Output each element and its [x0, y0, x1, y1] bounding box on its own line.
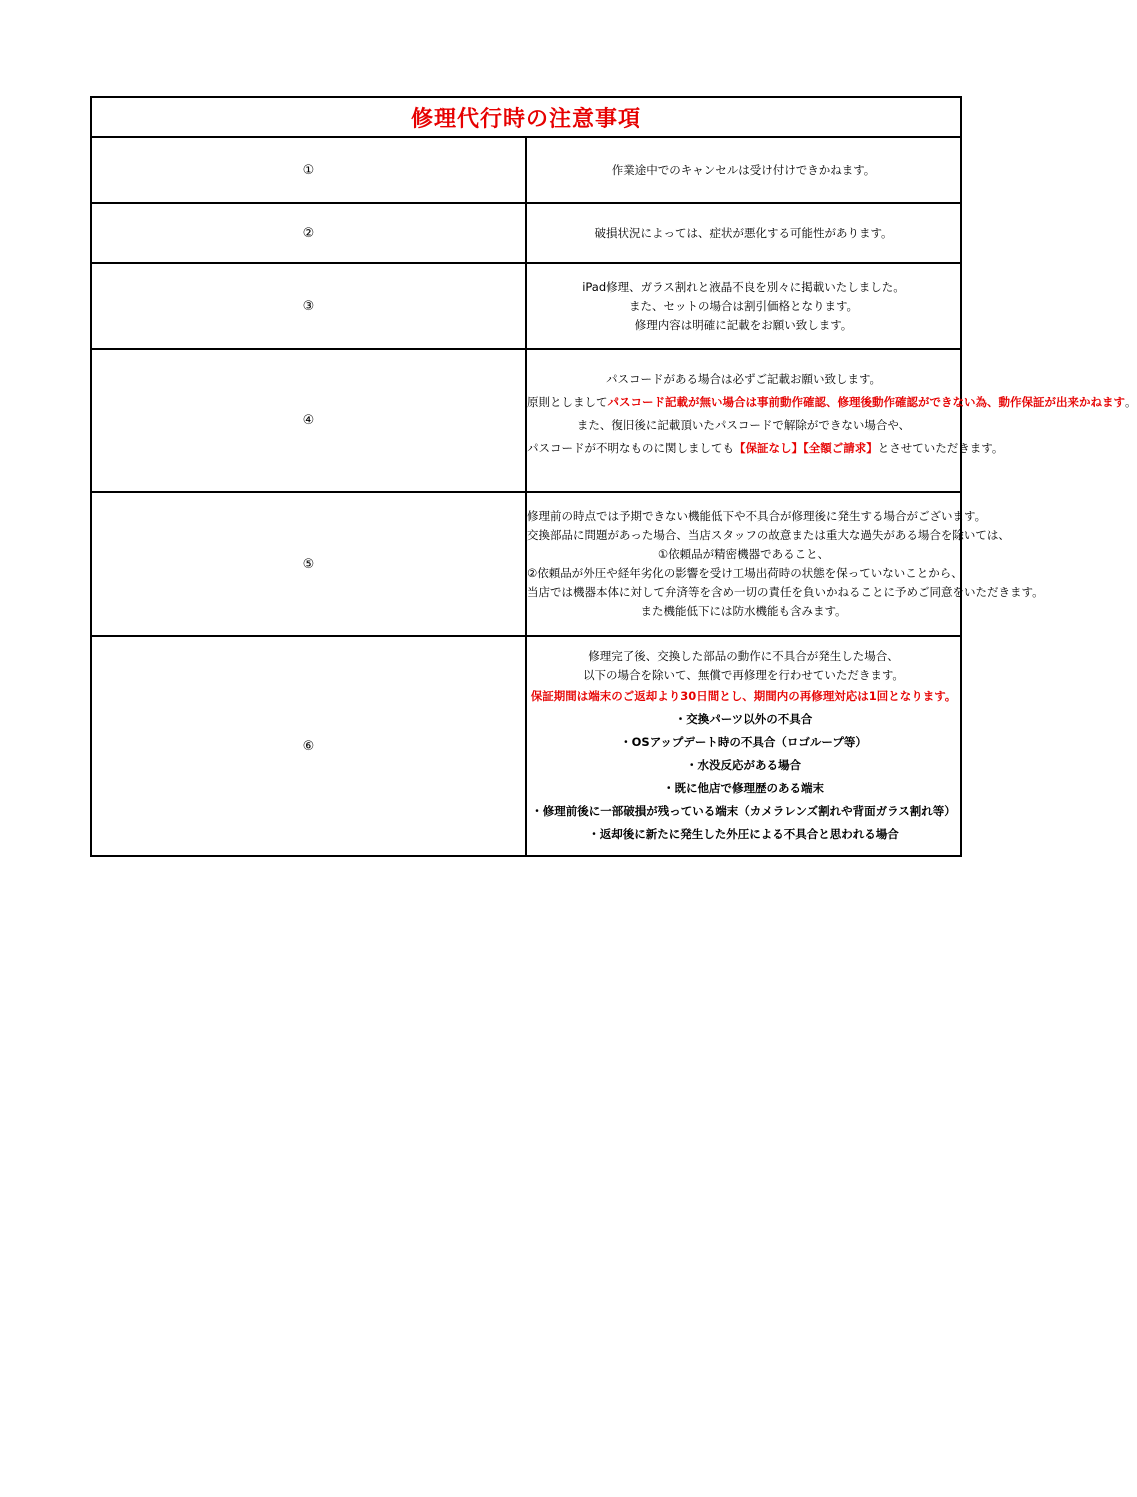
row-number: ③ — [91, 263, 526, 349]
row-number: ④ — [91, 349, 526, 492]
content-line: 以下の場合を除いて、無償で再修理を行わせていただきます。 — [583, 667, 904, 682]
row-content — [526, 137, 961, 203]
content-line: パスコードがある場合は必ずご記載お願い致します。 — [605, 371, 882, 386]
row-number: ⑥ — [91, 636, 526, 856]
content-line: 修理内容は明確に記載をお願い致します。 — [634, 317, 853, 332]
exclusion-item: ・既に他店で修理歴のある端末 — [663, 780, 824, 795]
title-row — [91, 97, 961, 137]
exclusion-item: ・交換パーツ以外の不具合 — [674, 711, 813, 726]
content-text: とさせていただきます。 — [877, 440, 1004, 455]
exclusion-item: ・OSアップデート時の不具合（ロゴループ等） — [620, 734, 867, 749]
warning-text: 【保証なし】【全額ご請求】 — [734, 440, 878, 455]
exclusion-item: ・水没反応がある場合 — [686, 757, 801, 772]
content-text: 原則としまして — [527, 394, 608, 409]
warning-text: パスコード記載が無い場合は事前動作確認、修理後動作確認ができない為、動作保証が出来かねます — [607, 394, 1125, 409]
exclusion-item: ・修理前後に一部破損が残っている端末（カメラレンズ割れや背面ガラス割れ等） — [531, 803, 956, 818]
row-content — [526, 349, 1137, 492]
content-line: 修理完了後、交換した部品の動作に不具合が発生した場合、 — [588, 648, 899, 663]
content-line: また機能低下には防水機能も含みます。 — [640, 604, 847, 618]
row-content — [526, 636, 961, 856]
content-line: ②依頼品が外圧や経年劣化の影響を受け工場出荷時の状態を保っていないことから、 — [527, 566, 963, 580]
warranty-line: 保証期間は端末のご返却より30日間とし、期間内の再修理対応は1回となります。 — [530, 688, 957, 703]
row-content — [526, 203, 961, 263]
content-line: また、セットの場合は割引価格となります。 — [628, 298, 859, 313]
row-content — [526, 492, 1044, 636]
notice-row-5 — [91, 492, 961, 636]
content-line: 交換部品に問題があった場合、当店スタッフの故意または重大な過失がある場合を除いては、 — [527, 528, 1010, 542]
content-text: 。 — [1125, 394, 1137, 409]
content-line: また、復旧後に記載頂いたパスコードで解除ができない場合や、 — [576, 417, 911, 432]
notice-row-3 — [91, 263, 961, 349]
content-line: 破損状況によっては、症状が悪化する可能性があります。 — [594, 225, 893, 240]
content-text: パスコードが不明なものに関しましても — [527, 440, 734, 455]
content-line — [527, 437, 1004, 460]
page-title: 修理代行時の注意事項 — [91, 97, 961, 137]
notice-table — [90, 96, 1137, 857]
notice-row-6 — [91, 636, 961, 856]
exclusion-item: ・返却後に新たに発生した外圧による不具合と思われる場合 — [588, 826, 899, 841]
row-number: ① — [91, 137, 526, 203]
row-number: ② — [91, 203, 526, 263]
row-content — [526, 263, 961, 349]
content-line: ①依頼品が精密機器であること、 — [657, 547, 830, 561]
content-line — [527, 391, 1137, 414]
notice-row-2 — [91, 203, 961, 263]
content-line: iPad修理、ガラス割れと液晶不良を別々に掲載いたしました。 — [582, 279, 905, 294]
content-line: 作業途中でのキャンセルは受け付けできかねます。 — [611, 162, 876, 177]
content-line: 当店では機器本体に対して弁済等を含め一切の責任を負いかねることに予めご同意をいただきます。 — [527, 585, 1044, 599]
row-number: ⑤ — [91, 492, 526, 636]
notice-row-1 — [91, 137, 961, 203]
notice-row-4 — [91, 349, 961, 492]
content-line: 修理前の時点では予期できない機能低下や不具合が修理後に発生する場合がございます。 — [527, 509, 987, 523]
